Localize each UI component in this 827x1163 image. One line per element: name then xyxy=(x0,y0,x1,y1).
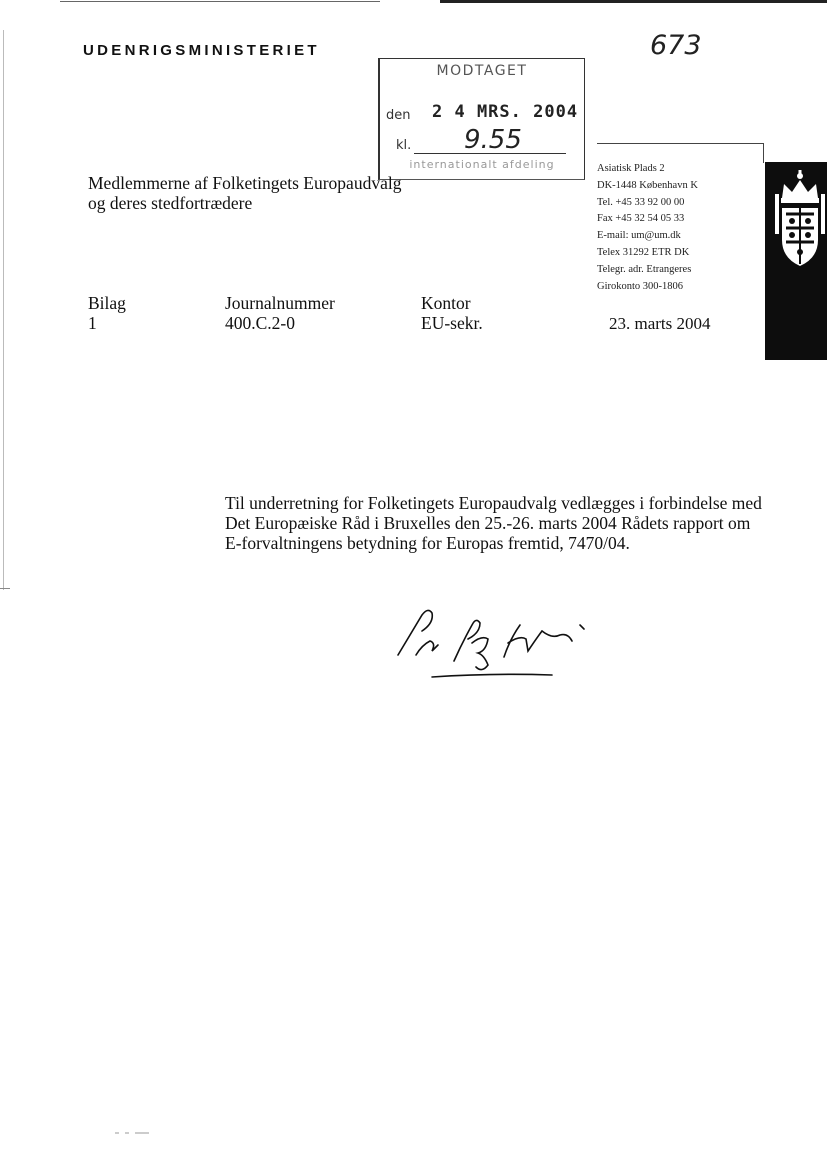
document-number: 673 xyxy=(650,30,702,61)
address-line: Telex 31292 ETR DK xyxy=(597,246,690,258)
address-line: Fax +45 32 54 05 33 xyxy=(597,213,685,225)
received-stamp xyxy=(378,58,585,180)
recipients xyxy=(88,173,401,213)
fold-mark xyxy=(0,588,10,589)
letter-body xyxy=(225,493,785,553)
stamp-den-label: den xyxy=(386,108,411,123)
body-line-1: Til underretning for Folketingets Europaudvalg vedlægges i forbindelse med xyxy=(225,493,762,513)
recipients-line-2: og deres stedfortrædere xyxy=(88,193,253,213)
stamp-date: 2 4 MRS. 2004 xyxy=(432,102,579,122)
bilag-field xyxy=(88,293,126,333)
kontor-label: Kontor xyxy=(421,293,471,313)
scan-top-edge xyxy=(60,0,827,4)
address-rule xyxy=(597,143,764,144)
handwritten-signature xyxy=(392,595,602,685)
kontor-field xyxy=(421,293,483,333)
address-line: Tel. +45 33 92 00 00 xyxy=(597,196,685,208)
address-line: Girokonto 300-1806 xyxy=(597,280,684,292)
bilag-value: 1 xyxy=(88,313,97,333)
recipients-line-1: Medlemmerne af Folketingets Europaudvalg xyxy=(88,173,402,193)
address-line: Telegr. adr. Etrangeres xyxy=(597,263,692,275)
stamp-title: MODTAGET xyxy=(436,63,528,79)
ministry-address xyxy=(597,161,698,295)
body-line-2: Det Europæiske Råd i Bruxelles den 25.-26. marts 2004 Rådets rapport om xyxy=(225,513,751,533)
scan-left-edge xyxy=(3,30,4,590)
address-rule-vertical xyxy=(763,143,764,163)
address-line: E-mail: um@um.dk xyxy=(597,230,681,242)
stamp-department: internationalt afdeling xyxy=(409,158,555,171)
journal-label: Journalnummer xyxy=(225,293,335,313)
address-line: DK-1448 København K xyxy=(597,179,698,191)
kontor-value: EU-sekr. xyxy=(421,313,483,333)
journal-field xyxy=(225,293,335,333)
ministry-name: UDENRIGSMINISTERIET xyxy=(83,42,320,59)
body-line-3: E-forvaltningens betydning for Europas fremtid, 7470/04. xyxy=(225,533,630,553)
stamp-kl-label: kl. xyxy=(396,138,412,153)
bilag-label: Bilag xyxy=(88,293,126,313)
stamp-time: 9.55 xyxy=(464,125,522,155)
journal-value: 400.C.2-0 xyxy=(225,313,295,333)
address-line: Asiatisk Plads 2 xyxy=(597,163,665,174)
letter-date: 23. marts 2004 xyxy=(609,314,711,333)
royal-coat-of-arms-icon xyxy=(772,168,827,278)
scan-artifact-marks xyxy=(115,1132,155,1134)
